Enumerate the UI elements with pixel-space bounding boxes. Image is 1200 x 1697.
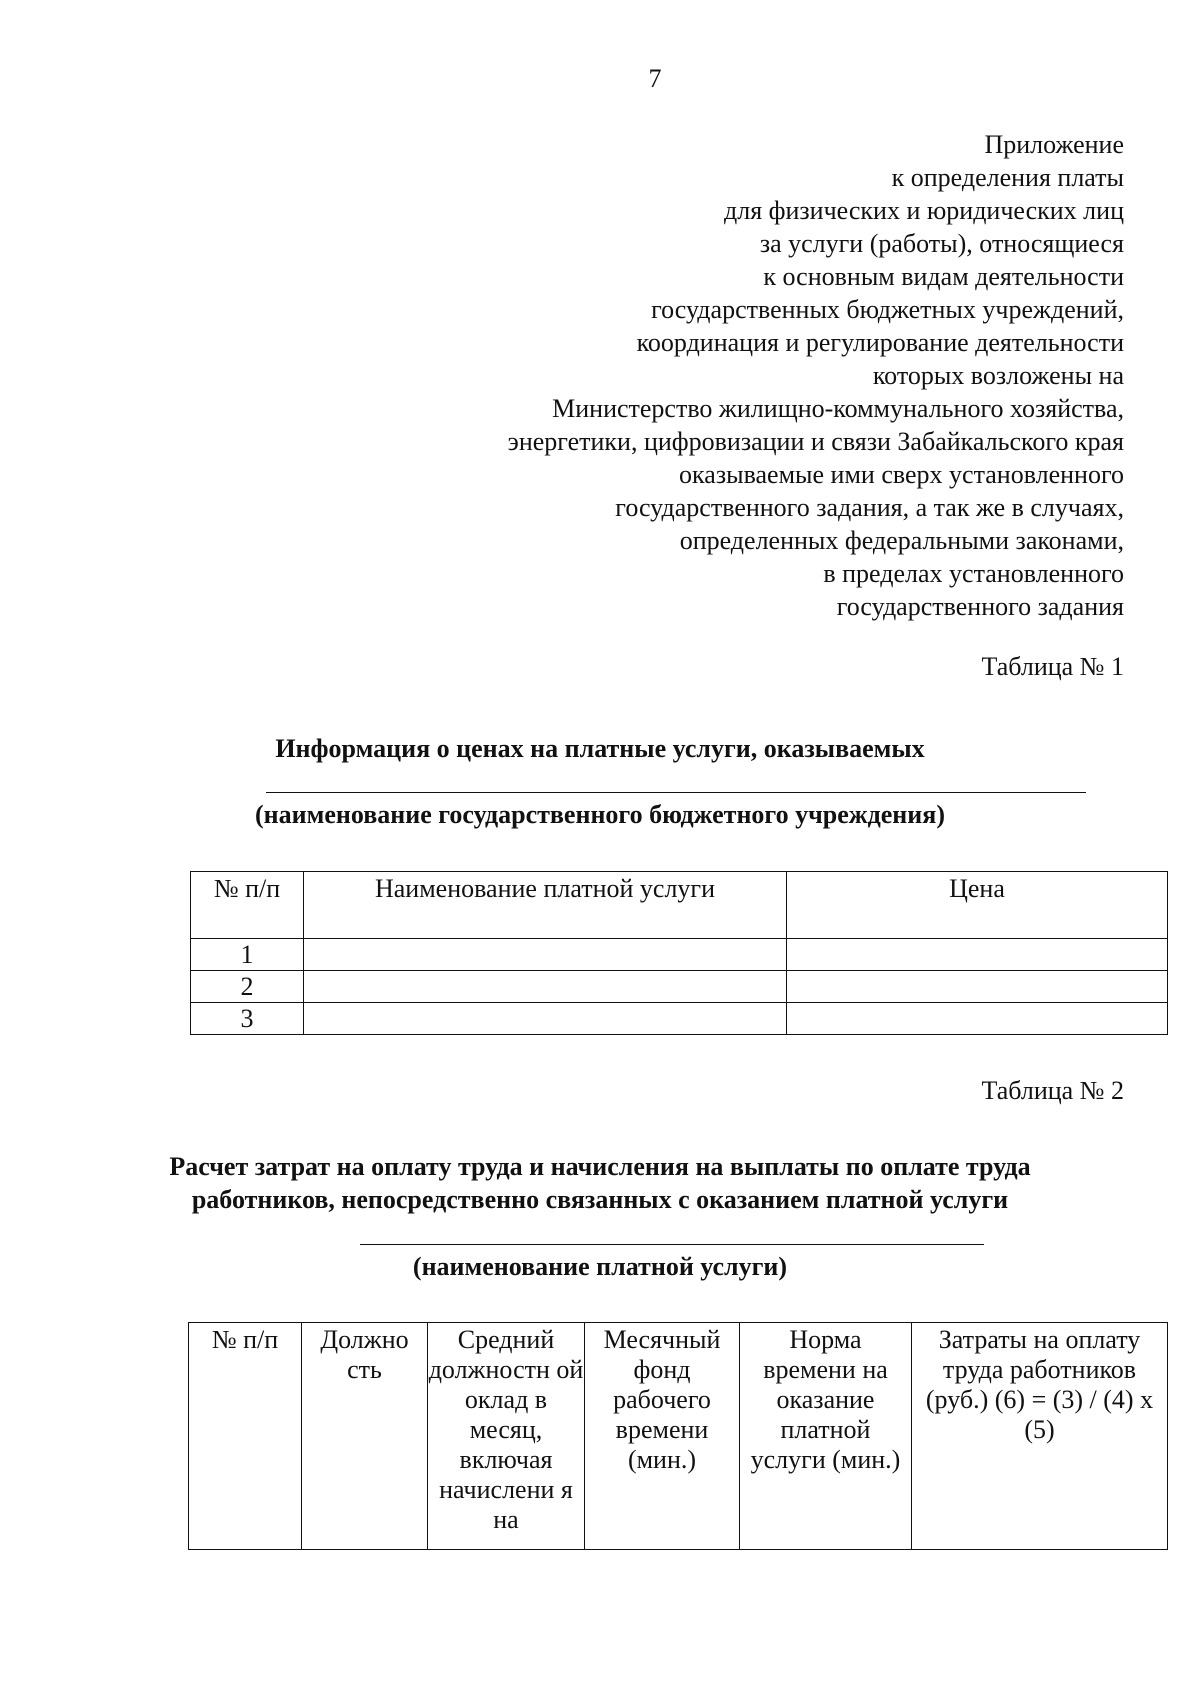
column-header-price: Цена xyxy=(787,872,1168,939)
service-name-cell xyxy=(304,1003,787,1035)
table1-heading-text: Информация о ценах на платные услуги, оказываемых xyxy=(275,734,925,763)
appendix-line: государственных бюджетных учреждений, xyxy=(651,295,1124,324)
row-number: 2 xyxy=(191,971,304,1003)
appendix-header xyxy=(364,128,1124,623)
table-header-row xyxy=(191,872,1168,939)
appendix-line: государственного задания, а так же в случаях, xyxy=(615,493,1124,522)
table-row xyxy=(191,971,1168,1003)
labor-costs-table xyxy=(188,1322,1168,1550)
appendix-line: государственного задания xyxy=(836,592,1124,621)
table1-subheading xyxy=(0,798,1200,831)
column-header-monthly-time-fund: Месячный фонд рабочего времени (мин.) xyxy=(585,1323,740,1550)
column-header-number: № п/п xyxy=(189,1323,302,1550)
price-cell xyxy=(787,971,1168,1003)
prices-table xyxy=(190,871,1168,1035)
column-header-time-norm: Норма времени на оказание платной услуги (мин.) xyxy=(740,1323,912,1550)
table-row xyxy=(191,939,1168,971)
column-header-service-name: Наименование платной услуги xyxy=(304,872,787,939)
institution-blank-line xyxy=(266,792,1086,793)
service-name-cell xyxy=(304,971,787,1003)
table2-heading xyxy=(0,1150,1200,1216)
row-number: 1 xyxy=(191,939,304,971)
table2-caption: Таблица № 2 xyxy=(981,1076,1124,1105)
column-header-number: № п/п xyxy=(191,872,304,939)
column-header-labor-costs: Затраты на оплату труда работников (руб.) (6) = (3) / (4) х (5) xyxy=(912,1323,1168,1550)
table-row xyxy=(191,1003,1168,1035)
appendix-line: для физических и юридических лиц xyxy=(723,196,1124,225)
service-blank-line xyxy=(360,1244,984,1245)
service-name-cell xyxy=(304,939,787,971)
appendix-line: координация и регулирование деятельности xyxy=(636,328,1124,357)
price-cell xyxy=(787,1003,1168,1035)
appendix-line: определенных федеральными законами, xyxy=(679,526,1124,555)
price-cell xyxy=(787,939,1168,971)
table2-subheading-text: (наименование платной услуги) xyxy=(412,1252,788,1281)
appendix-line: которых возложены на xyxy=(872,361,1124,390)
row-number: 3 xyxy=(191,1003,304,1035)
appendix-line: Министерство жилищно-коммунального хозяйства, xyxy=(552,394,1124,423)
column-header-average-salary: Средний должностн ой оклад в месяц, включая начислени я на xyxy=(428,1323,585,1550)
table1-caption: Таблица № 1 xyxy=(981,652,1124,681)
appendix-line: за услуги (работы), относящиеся xyxy=(759,229,1124,258)
appendix-line: Приложение xyxy=(984,130,1124,159)
appendix-line: энергетики, цифровизации и связи Забайкальского края xyxy=(507,427,1124,456)
appendix-line: в пределах установленного xyxy=(823,559,1124,588)
table2-subheading xyxy=(0,1250,1200,1283)
appendix-line: оказываемые ими сверх установленного xyxy=(679,460,1124,489)
table2-heading-line: Расчет затрат на оплату труда и начисления на выплаты по оплате труда xyxy=(169,1152,1031,1181)
table-header-row xyxy=(189,1323,1168,1550)
appendix-line: к определения платы xyxy=(891,163,1124,192)
table1-subheading-text: (наименование государственного бюджетного учреждения) xyxy=(255,800,945,829)
table1-heading xyxy=(0,732,1200,765)
table2-heading-line: работников, непосредственно связанных с оказанием платной услуги xyxy=(191,1185,1009,1214)
appendix-line: к основным видам деятельности xyxy=(763,262,1124,291)
column-header-position: Должно сть xyxy=(302,1323,428,1550)
page-number: 7 xyxy=(648,64,662,93)
